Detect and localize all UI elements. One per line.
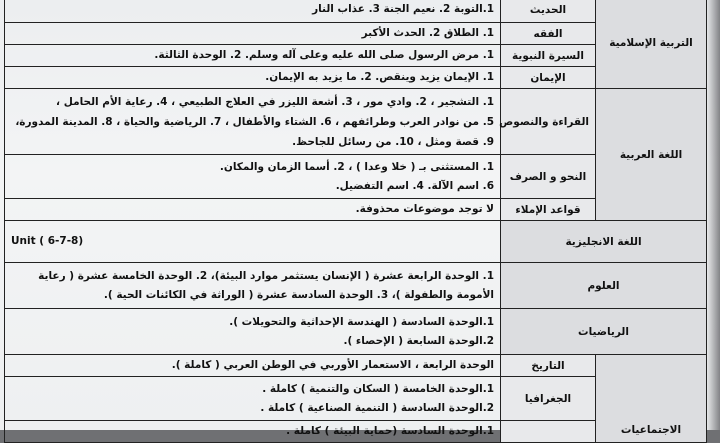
table-row [5, 0, 707, 23]
content-history: الوحدة الرابعة ، الاستعمار الأوربي في الوطن العربي ( كاملة ). [5, 355, 501, 377]
table-row [5, 89, 707, 155]
content-hadith: 1.التوبة 2. نعيم الجنة 3. عذاب النار [5, 0, 501, 23]
deleted-topics-table [4, 0, 707, 443]
content-dictation: لا توجد موضوعات محذوفة. [5, 199, 501, 221]
content-civics: 1.الوحدة السادسة (حماية البيئة ) كاملة . [5, 421, 501, 443]
sub-fiqh: الفقه [501, 23, 596, 45]
sub-history: التاريخ [501, 355, 596, 377]
content-english: Unit ( 6-7-8) [5, 221, 501, 263]
sub-grammar: النحو و الصرف [501, 155, 596, 199]
content-fiqh: 1. الطلاق 2. الحدث الأكبر [5, 23, 501, 45]
sub-geography: الجغرافيا [501, 377, 596, 421]
subject-islamic: التربية الإسلامية [596, 0, 707, 89]
content-science: 1. الوحدة الرابعة عشرة ( الإنسان يستثمر موارد البيئة)، 2. الوحدة الخامسة عشرة ( رعاية الأمومة والطفولة )، 3. الوحدة السادسة عشرة ( الوراثة في الكائنات الحية ). [5, 263, 501, 309]
content-math: 1.الوحدة السادسة ( الهندسة الإحداثية والتحويلات ). 2.الوحدة السابعة ( الإحصاء ). [5, 309, 501, 355]
content-seerah: 1. مرض الرسول صلى الله عليه وعلى آله وسلم. 2. الوحدة الثالثة. [5, 45, 501, 67]
table-row [5, 309, 707, 355]
sub-seerah: السيرة النبوية [501, 45, 596, 67]
table-row [5, 221, 707, 263]
subject-arabic: اللغة العربية [596, 89, 707, 221]
sub-iman: الإيمان [501, 67, 596, 89]
sub-hadith: الحديث [501, 0, 596, 23]
subject-math: الرياضيات [501, 309, 707, 355]
content-reading: 1. التشجير ، 2. وادي مور ، 3. أشعة الليزر في العلاج الطبيعي ، 4. رعاية الأم الحامل ، 5. من نوادر العرب وطرائفهم ، 6. الشتاء والأطفال ، 7. الرياضية والحياة ، 8. المدينة المدورة، 9. قصة ومثل ، 10. من رسائل للجاحظ. [5, 89, 501, 155]
sub-dictation: قواعد الإملاء [501, 199, 596, 221]
sub-civics [501, 421, 596, 443]
table-row [5, 355, 707, 377]
content-grammar: 1. المستثنى بـ ( خلا وعدا ) ، 2. أسما الزمان والمكان. 6. اسم الآلة. 4. اسم التفضيل. [5, 155, 501, 199]
subject-social: الاجتماعيات [596, 355, 707, 443]
subject-english: اللغة الانجليزية [501, 221, 707, 263]
content-geography: 1.الوحدة الخامسة ( السكان والتنمية ) كاملة . 2.الوحدة السادسة ( التنمية الصناعية ) كاملة . [5, 377, 501, 421]
table-row [5, 263, 707, 309]
page-edge-shadow [706, 0, 720, 430]
content-iman: 1. الإيمان يزيد وينقص. 2. ما يزيد به الإيمان. [5, 67, 501, 89]
sub-reading: القراءة والنصوص [501, 89, 596, 155]
subject-science: العلوم [501, 263, 707, 309]
